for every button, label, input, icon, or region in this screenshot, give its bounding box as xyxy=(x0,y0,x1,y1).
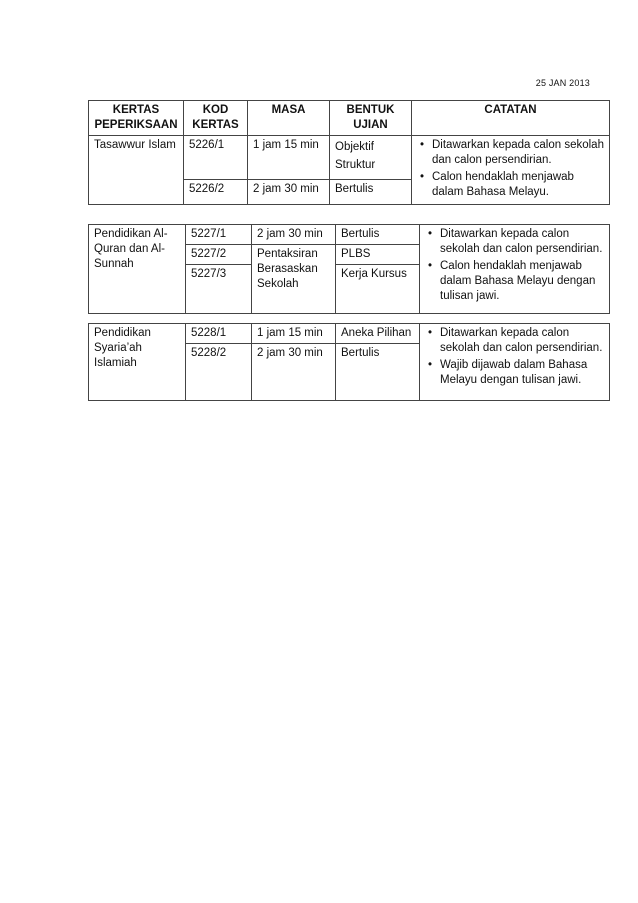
table-header-row xyxy=(89,101,610,136)
exam-table-tasawwur-islam xyxy=(88,100,610,205)
header-masa: MASA xyxy=(248,101,330,136)
note-item: • Ditawarkan kepada calon sekolah dan calon persendirian. xyxy=(417,138,604,168)
paper-code: 5227/1 xyxy=(186,225,252,245)
paper-code: 5227/3 xyxy=(186,265,252,314)
paper-form: Bertulis xyxy=(330,180,412,205)
subject-name: Pendidikan Syaria’ah Islamiah xyxy=(89,324,186,401)
paper-time: 2 jam 30 min xyxy=(252,344,336,401)
subject-name: Tasawwur Islam xyxy=(89,136,184,205)
subject-notes xyxy=(420,225,610,314)
paper-form: Bertulis xyxy=(336,225,420,245)
subject-notes xyxy=(412,136,610,205)
note-item: • Calon hendaklah menjawab dalam Bahasa Melayu dengan tulisan jawi. xyxy=(425,259,604,304)
table-row xyxy=(89,136,610,180)
paper-form: Aneka Pilihan xyxy=(336,324,420,344)
paper-form: Objektif Struktur xyxy=(330,136,412,180)
note-item: • Calon hendaklah menjawab dalam Bahasa Melayu. xyxy=(417,170,604,200)
paper-form: PLBS xyxy=(336,245,420,265)
header-kertas-peperiksaan: KERTAS PEPERIKSAAN xyxy=(89,101,184,136)
paper-code: 5227/2 xyxy=(186,245,252,265)
table-row xyxy=(89,324,610,344)
paper-form: Kerja Kursus xyxy=(336,265,420,314)
paper-time: 2 jam 30 min xyxy=(248,180,330,205)
table-row xyxy=(89,225,610,245)
paper-time: 1 jam 15 min xyxy=(248,136,330,180)
paper-code: 5226/1 xyxy=(184,136,248,180)
note-item: • Wajib dijawab dalam Bahasa Melayu dengan tulisan jawi. xyxy=(425,358,604,388)
paper-time: 1 jam 15 min xyxy=(252,324,336,344)
header-kod-kertas: KOD KERTAS xyxy=(184,101,248,136)
header-catatan: CATATAN xyxy=(412,101,610,136)
subject-name: Pendidikan Al-Quran dan Al-Sunnah xyxy=(89,225,186,314)
paper-code: 5228/1 xyxy=(186,324,252,344)
document-date: 25 JAN 2013 xyxy=(535,78,590,88)
subject-notes xyxy=(420,324,610,401)
note-item: • Ditawarkan kepada calon sekolah dan calon persendirian. xyxy=(425,326,604,356)
exam-table-al-quran-al-sunnah xyxy=(88,224,610,314)
paper-time: Pentaksiran Berasaskan Sekolah xyxy=(252,245,336,314)
paper-time: 2 jam 30 min xyxy=(252,225,336,245)
paper-code: 5226/2 xyxy=(184,180,248,205)
paper-form: Bertulis xyxy=(336,344,420,401)
exam-table-syariah-islamiah xyxy=(88,323,610,401)
header-bentuk-ujian: BENTUK UJIAN xyxy=(330,101,412,136)
note-item: • Ditawarkan kepada calon sekolah dan calon persendirian. xyxy=(425,227,604,257)
paper-code: 5228/2 xyxy=(186,344,252,401)
